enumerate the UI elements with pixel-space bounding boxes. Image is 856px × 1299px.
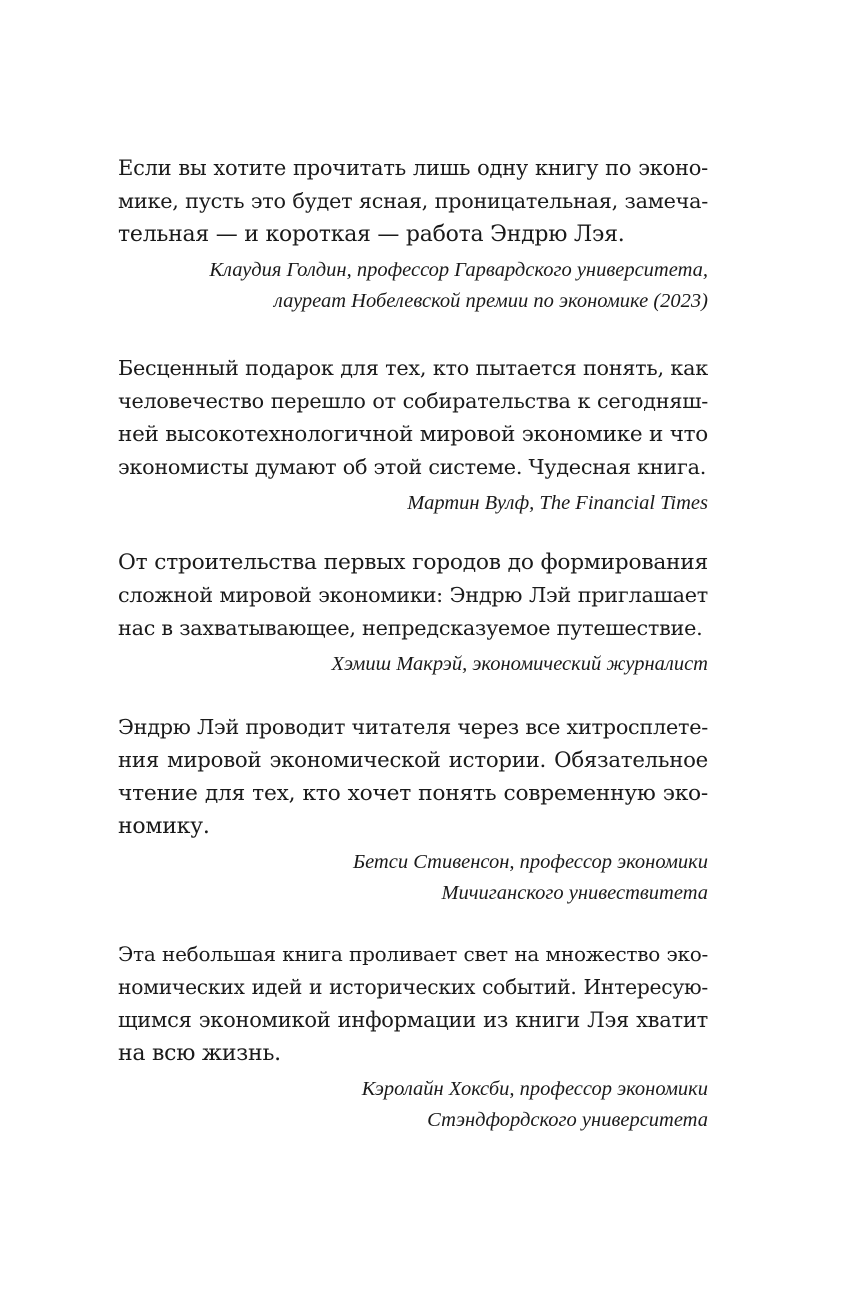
attribution-line: Бетси Стивенсон, профессор экономики (353, 851, 708, 873)
blurb-attribution (118, 649, 708, 680)
quote-line: человечество перешло от собирательства к сегодняш- (118, 389, 708, 413)
quote-line: щимся экономикой информации из книги Лэя хватит (118, 1008, 708, 1032)
quote-line: тельная — и короткая — работа Эндрю Лэя. (118, 222, 625, 247)
blurb-attribution (118, 847, 708, 909)
blurb-quote (118, 938, 708, 1070)
attribution-line: Хэмиш Макрэй, экономический журналист (331, 653, 708, 675)
quote-line: Бесценный подарок для тех, кто пытается понять, как (118, 356, 708, 380)
quote-line: экономисты думают об этой системе. Чудесная книга. (118, 455, 707, 479)
attribution-line: лауреат Нобелевской премии по экономике (2023) (273, 290, 708, 312)
attribution-line: Кэролайн Хоксби, профессор экономики (361, 1078, 708, 1100)
quote-line: ния мировой экономической истории. Обязательное (118, 748, 708, 773)
quote-line: номику. (118, 814, 210, 839)
blurb-wolf (118, 352, 708, 519)
quote-line: ней высокотехнологичной мировой экономике и что (118, 422, 708, 447)
blurb-hoxby (118, 938, 708, 1136)
blurb-goldin (118, 152, 708, 317)
attribution-line: Клаудия Голдин, профессор Гарвардского университета, (209, 259, 708, 281)
quote-line: Эта небольшая книга проливает свет на множество эко- (118, 942, 708, 966)
blurb-attribution (118, 488, 708, 519)
blurb-attribution (118, 255, 708, 317)
attribution-line: Стэндфордского университета (427, 1109, 708, 1131)
blurb-macrae (118, 546, 708, 680)
quote-line: номических идей и исторических событий. Интересую- (118, 975, 708, 999)
blurb-stevenson (118, 711, 708, 909)
quote-line: на всю жизнь. (118, 1041, 281, 1066)
quote-line: Если вы хотите прочитать лишь одну книгу по эконо- (118, 156, 708, 180)
blurb-attribution (118, 1074, 708, 1136)
quote-line: От строительства первых городов до формирования (118, 550, 708, 575)
blurb-quote (118, 546, 708, 645)
blurb-quote (118, 711, 708, 843)
quote-line: нас в захватывающее, непредсказуемое путешествие. (118, 616, 703, 640)
blurb-quote (118, 152, 708, 251)
attribution-line: Мичиганского унивествитета (441, 882, 708, 904)
quote-line: мике, пусть это будет ясная, проницательная, замеча- (118, 189, 708, 213)
blurb-quote (118, 352, 708, 484)
attribution-line: Мартин Вулф, The Financial Times (407, 492, 708, 514)
quote-line: чтение для тех, кто хочет понять современную эко- (118, 781, 708, 806)
quote-line: Эндрю Лэй проводит читателя через все хитросплете- (118, 715, 708, 739)
quote-line: сложной мировой экономики: Эндрю Лэй приглашает (118, 583, 708, 607)
